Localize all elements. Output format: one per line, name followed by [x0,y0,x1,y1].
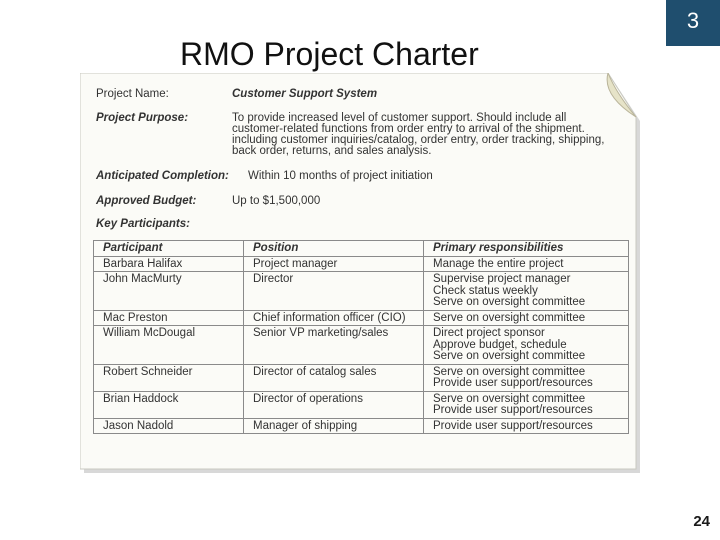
table-row [94,326,629,365]
responsibilities-cell [424,272,629,311]
responsibility-line: Serve on oversight committee [433,392,586,405]
participants-table [93,240,629,434]
responsibilities-cell [424,310,629,326]
participant-cell: Barbara Halifax [94,256,244,272]
responsibilities-cell [424,256,629,272]
responsibility-line: Provide user support/resources [433,419,593,432]
project-name-value: Customer Support System [232,88,378,100]
responsibility-line: Manage the entire project [433,257,564,270]
position-cell: Director of catalog sales [244,364,424,391]
table-row [94,364,629,391]
column-header-participant: Participant [94,241,244,257]
purpose-line: customer-related functions from order entry to arrival of the shipment. [232,123,585,135]
purpose-line: back order, returns, and sales analysis. [232,145,432,157]
responsibilities-cell [424,364,629,391]
column-header-responsibilities: Primary responsibilities [424,241,629,257]
purpose-line: To provide increased level of customer support. Should include all [232,112,567,124]
responsibility-line: Check status weekly [433,284,538,297]
participant-cell: Brian Haddock [94,391,244,418]
participant-cell: John MacMurty [94,272,244,311]
chapter-number-tab: 3 [666,0,720,46]
responsibility-line: Direct project sponsor [433,327,545,339]
responsibility-line: Serve on oversight committee [433,365,586,378]
position-cell: Director [244,272,424,311]
participant-cell: William McDougal [94,326,244,365]
table-row [94,391,629,418]
project-purpose-label: Project Purpose: [96,112,189,124]
project-name-label: Project Name: [96,88,169,100]
table-header-row [94,241,629,257]
position-cell: Director of operations [244,391,424,418]
table-row [94,418,629,434]
anticipated-completion-value: Within 10 months of project initiation [248,170,433,182]
responsibility-line: Approve budget, schedule [433,338,567,351]
position-cell: Chief information officer (CIO) [244,310,424,326]
participant-cell: Robert Schneider [94,364,244,391]
approved-budget-label: Approved Budget: [96,195,197,207]
responsibility-line: Serve on oversight committee [433,296,586,308]
responsibility-line: Serve on oversight committee [433,350,586,362]
responsibility-line: Supervise project manager [433,273,571,285]
responsibilities-cell [424,326,629,365]
responsibility-line: Provide user support/resources [433,404,593,416]
purpose-line: including customer inquiries/catalog, order entry, order tracking, shipping, [232,134,605,146]
responsibilities-cell [424,391,629,418]
responsibilities-cell [424,418,629,434]
table-row [94,256,629,272]
responsibility-line: Serve on oversight committee [433,311,586,324]
position-cell: Manager of shipping [244,418,424,434]
project-purpose-text [232,113,604,157]
approved-budget-value: Up to $1,500,000 [232,195,321,207]
column-header-position: Position [244,241,424,257]
participant-cell: Mac Preston [94,310,244,326]
participant-cell: Jason Nadold [94,418,244,434]
page-number: 24 [693,513,710,530]
anticipated-completion-label: Anticipated Completion: [96,170,229,182]
responsibility-line: Provide user support/resources [433,377,593,389]
charter-document [80,73,640,473]
slide-title: RMO Project Charter [180,36,479,72]
position-cell: Project manager [244,256,424,272]
table-row [94,310,629,326]
key-participants-label: Key Participants: [96,218,190,230]
position-cell: Senior VP marketing/sales [244,326,424,365]
table-row [94,272,629,311]
